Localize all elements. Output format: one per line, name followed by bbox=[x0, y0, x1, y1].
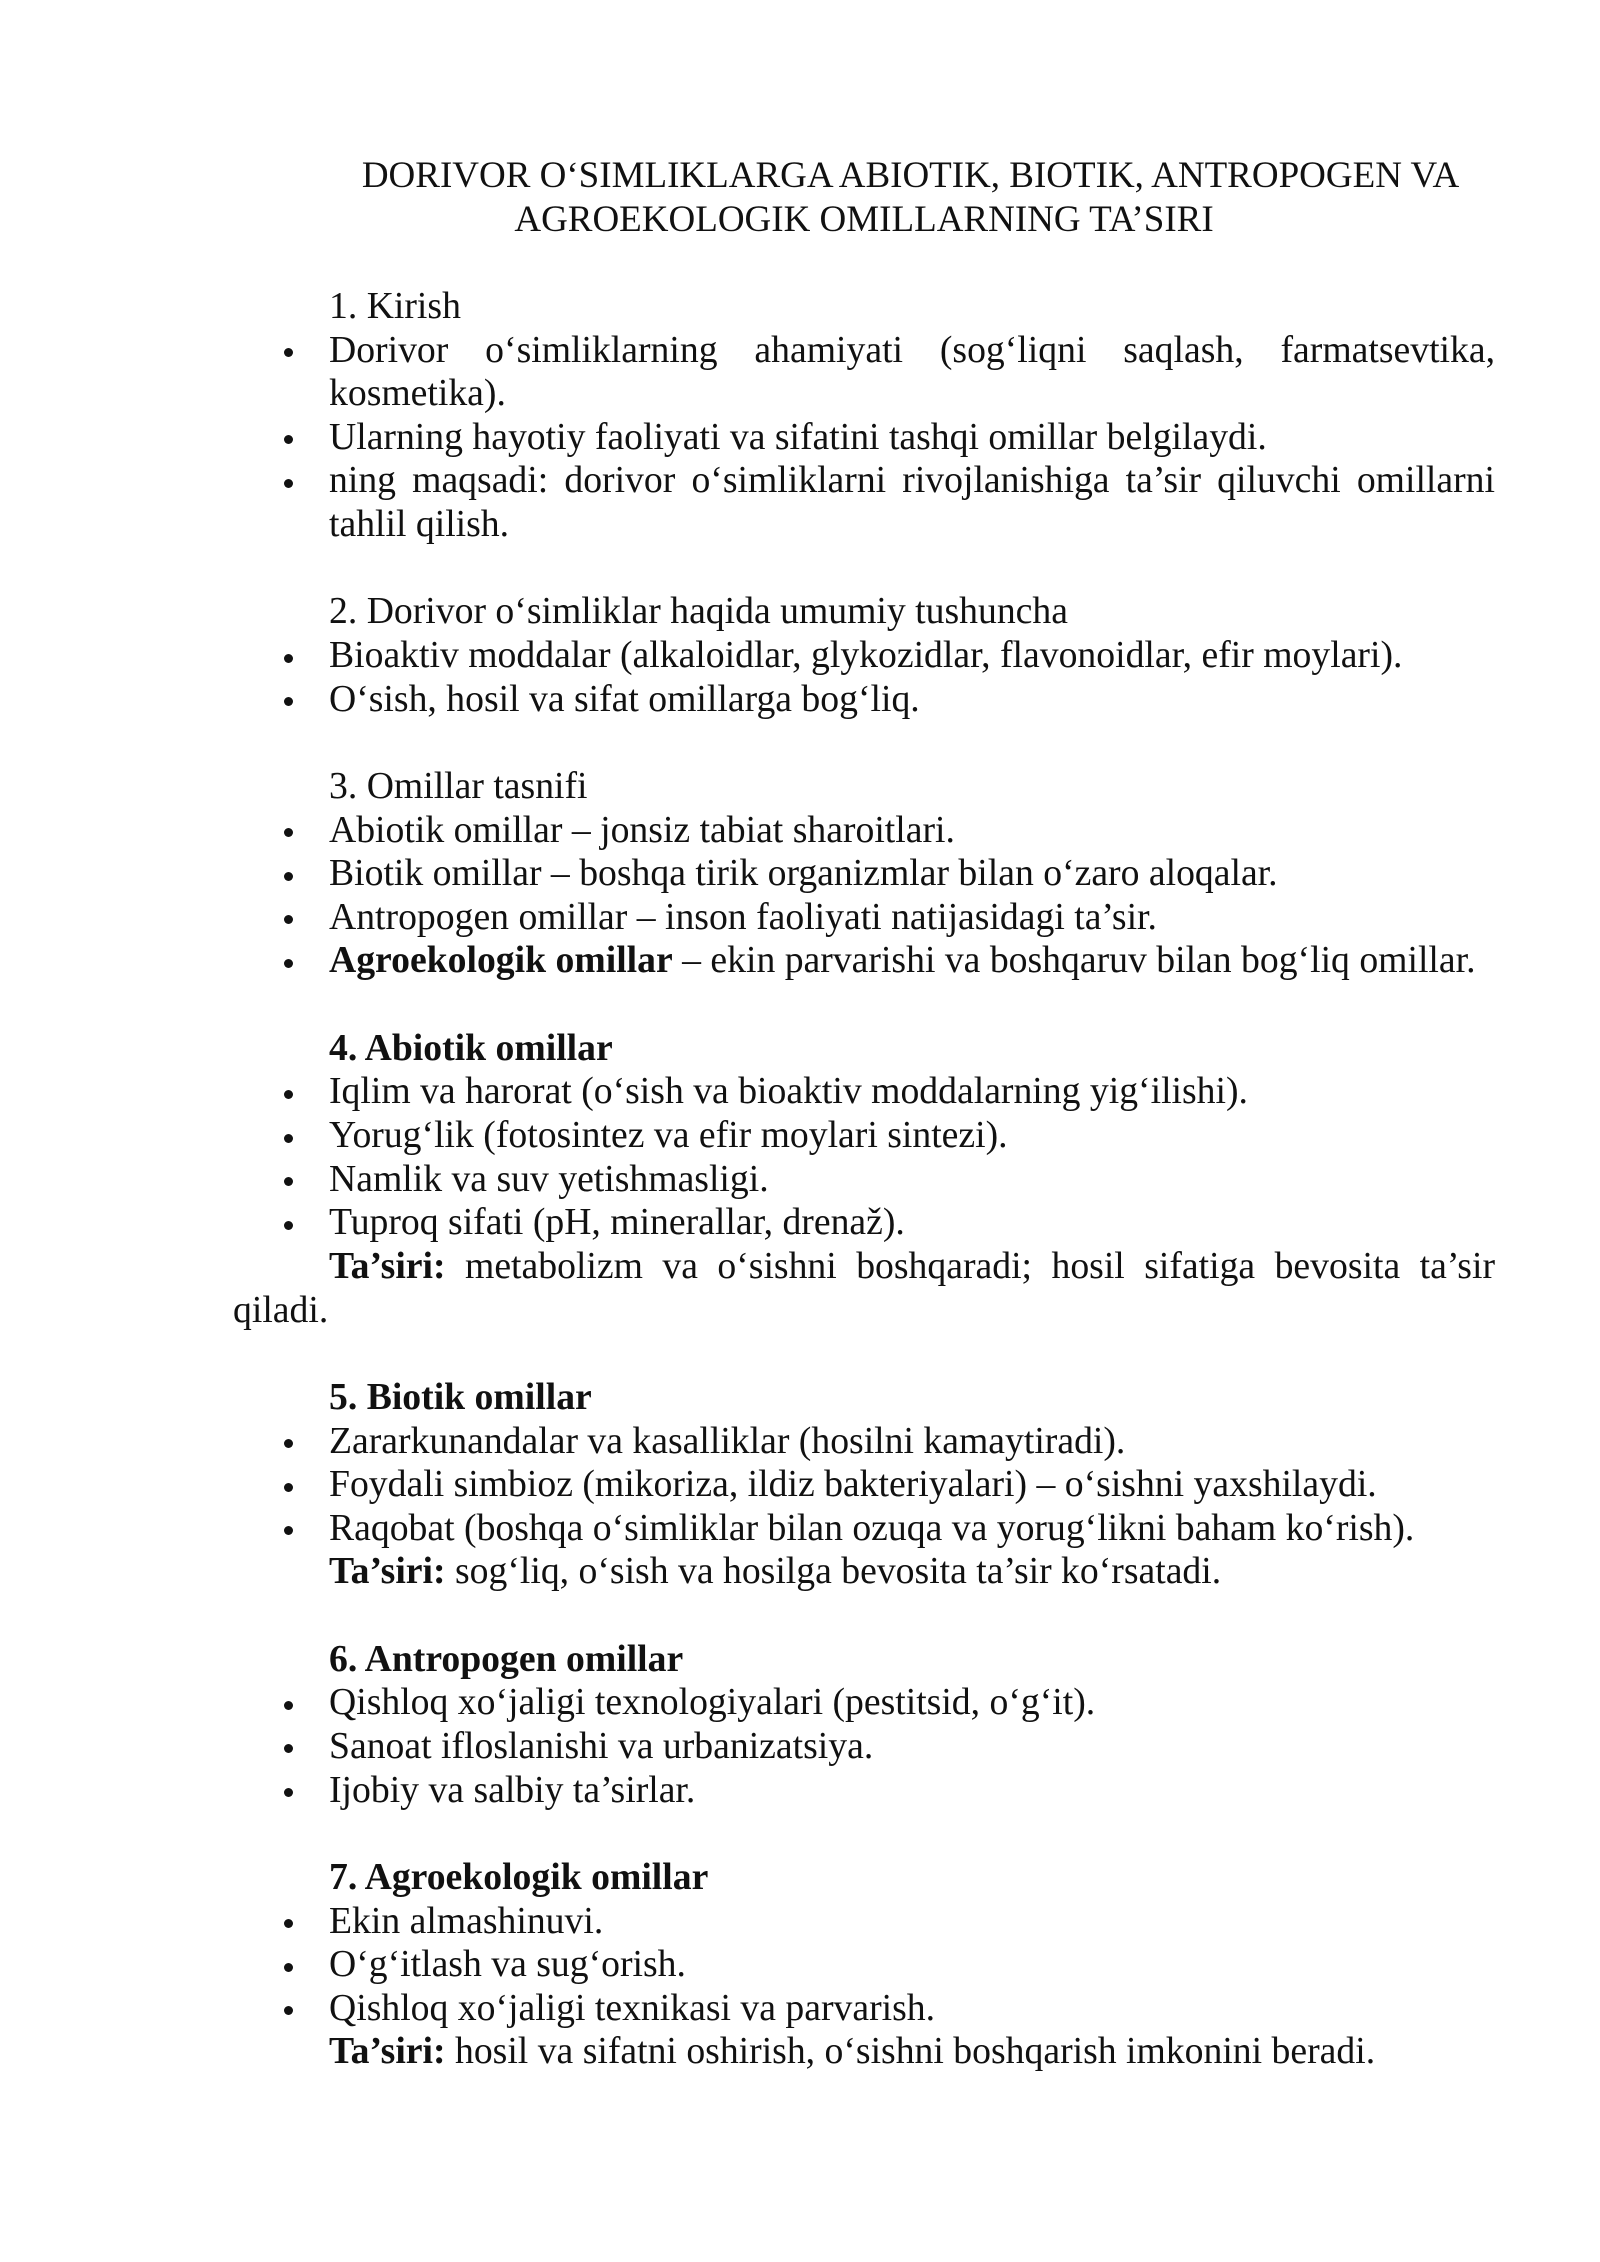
list-item bbox=[233, 939, 1495, 983]
list-item-text: ning maqsadi: dorivor o‘simliklarni rivojlanishiga ta’sir qiluvchi omillarni tahlil qilish. bbox=[329, 459, 1495, 546]
list-item-text: Iqlim va harorat (o‘sish va bioaktiv moddalarning yig‘ilishi). bbox=[329, 1070, 1248, 1113]
list-item bbox=[233, 1987, 1495, 2031]
bullet-icon bbox=[284, 1177, 293, 1186]
list-item bbox=[233, 809, 1495, 853]
list-item-text: Sanoat ifloslanishi va urbanizatsiya. bbox=[329, 1724, 874, 1767]
list-item-text: Namlik va suv yetishmasligi. bbox=[329, 1157, 769, 1200]
list-item-text: Ijobiy va salbiy ta’sirlar. bbox=[329, 1768, 696, 1811]
list-item-text: Tuproq sifati (pH, minerallar, drenaž). bbox=[329, 1201, 905, 1244]
bullet-icon bbox=[284, 1744, 293, 1753]
section-introduction bbox=[233, 285, 1495, 547]
list-item bbox=[233, 1158, 1495, 1202]
list-item-text: Zararkunandalar va kasalliklar (hosilni kamaytiradi). bbox=[329, 1419, 1126, 1462]
section-classification bbox=[233, 765, 1495, 983]
section-heading: 7. Agroekologik omillar bbox=[329, 1855, 709, 1898]
section-biotic-factors bbox=[233, 1376, 1495, 1594]
effect-text: hosil va sifatni oshirish, o‘sishni boshqarish imkonini beradi. bbox=[454, 2030, 1376, 2073]
document-title-line-2: AGROEKOLOGIK OMILLARNING TA’SIRI bbox=[514, 198, 1214, 240]
section-agroecological-factors bbox=[233, 1856, 1495, 2074]
bullet-icon bbox=[284, 1090, 293, 1099]
list-item-text: – ekin parvarishi va boshqaruv bilan bog‘liq omillar. bbox=[682, 939, 1476, 982]
list-item bbox=[233, 634, 1495, 678]
list-item-text: Dorivor o‘simliklarning ahamiyati (sog‘liqni saqlash, farmatsevtika, kosmetika). bbox=[329, 328, 1495, 415]
section-heading: 4. Abiotik omillar bbox=[329, 1026, 613, 1069]
section-abiotic-factors bbox=[233, 1027, 1495, 1332]
list-item-text: Biotik omillar – boshqa tirik organizmlar bilan o‘zaro aloqalar. bbox=[329, 852, 1278, 895]
list-item-text: Qishloq xo‘jaligi texnikasi va parvarish. bbox=[329, 1986, 936, 2029]
effect-text: metabolizm va o‘sishni boshqaradi; hosil sifatiga bevosita ta’sir qiladi. bbox=[233, 1244, 1495, 1331]
section-heading: 5. Biotik omillar bbox=[329, 1375, 592, 1418]
bullet-icon bbox=[284, 1483, 293, 1492]
list-item-text: Foydali simbioz (mikoriza, ildiz bakteriyalari) – o‘sishni yaxshilaydi. bbox=[329, 1463, 1377, 1506]
list-item bbox=[233, 1681, 1495, 1725]
list-item bbox=[233, 1114, 1495, 1158]
list-item bbox=[233, 459, 1495, 546]
list-item bbox=[233, 1900, 1495, 1944]
section-heading: 6. Antropogen omillar bbox=[329, 1637, 684, 1680]
list-item-text: Bioaktiv moddalar (alkaloidlar, glykozidlar, flavonoidlar, efir moylari). bbox=[329, 634, 1403, 677]
effect-label: Ta’siri: bbox=[329, 1550, 446, 1593]
bullet-icon bbox=[284, 828, 293, 837]
title-block bbox=[233, 154, 1495, 241]
list-item bbox=[233, 678, 1495, 722]
bullet-icon bbox=[284, 1526, 293, 1535]
list-item bbox=[233, 1943, 1495, 1987]
section-general-concept bbox=[233, 590, 1495, 721]
bullet-icon bbox=[284, 872, 293, 881]
list-item-bold-term: Agroekologik omillar bbox=[329, 939, 673, 982]
effect-paragraph bbox=[233, 2030, 1495, 2074]
list-item bbox=[233, 852, 1495, 896]
section-heading: 2. Dorivor o‘simliklar haqida umumiy tushuncha bbox=[329, 590, 1068, 633]
bullet-icon bbox=[284, 654, 293, 663]
bullet-icon bbox=[284, 2006, 293, 2015]
bullet-icon bbox=[284, 1439, 293, 1448]
effect-paragraph bbox=[233, 1550, 1495, 1594]
list-item bbox=[233, 1463, 1495, 1507]
bullet-icon bbox=[284, 697, 293, 706]
list-item-text: Yorug‘lik (fotosintez va efir moylari sintezi). bbox=[329, 1114, 1008, 1157]
section-anthropogenic-factors bbox=[233, 1638, 1495, 1813]
bullet-icon bbox=[284, 1134, 293, 1143]
effect-paragraph bbox=[233, 1245, 1495, 1332]
list-item-text: Qishloq xo‘jaligi texnologiyalari (pestitsid, o‘g‘it). bbox=[329, 1681, 1096, 1724]
list-item bbox=[233, 1201, 1495, 1245]
bullet-icon bbox=[284, 1788, 293, 1797]
list-item bbox=[233, 416, 1495, 460]
section-heading: 1. Kirish bbox=[329, 284, 461, 327]
bullet-icon bbox=[284, 1701, 293, 1710]
list-item-text: Ularning hayotiy faoliyati va sifatini tashqi omillar belgilaydi. bbox=[329, 415, 1267, 458]
bullet-icon bbox=[284, 1919, 293, 1928]
list-item bbox=[233, 1507, 1495, 1551]
bullet-icon bbox=[284, 959, 293, 968]
bullet-icon bbox=[284, 435, 293, 444]
document-title-line-1: DORIVOR O‘SIMLIKLARGA ABIOTIK, BIOTIK, ANTROPOGEN VA bbox=[361, 155, 1460, 196]
list-item bbox=[233, 1420, 1495, 1464]
list-item bbox=[233, 1070, 1495, 1114]
list-item-text: O‘sish, hosil va sifat omillarga bog‘liq. bbox=[329, 677, 920, 720]
list-item-text: Ekin almashinuvi. bbox=[329, 1899, 604, 1942]
list-item bbox=[233, 1725, 1495, 1769]
bullet-icon bbox=[284, 915, 293, 924]
list-item-text: O‘g‘itlash va sug‘orish. bbox=[329, 1943, 686, 1986]
bullet-icon bbox=[284, 479, 293, 488]
list-item-text: Raqobat (boshqa o‘simliklar bilan ozuqa va yorug‘likni baham ko‘rish). bbox=[329, 1506, 1415, 1549]
bullet-icon bbox=[284, 1221, 293, 1230]
section-heading: 3. Omillar tasnifi bbox=[329, 764, 588, 807]
list-item bbox=[233, 329, 1495, 416]
list-item bbox=[233, 1769, 1495, 1813]
document-body bbox=[233, 154, 1495, 2074]
bullet-icon bbox=[284, 1963, 293, 1972]
effect-label: Ta’siri: bbox=[329, 1244, 446, 1287]
list-item bbox=[233, 896, 1495, 940]
effect-text: sog‘liq, o‘sish va hosilga bevosita ta’sir ko‘rsatadi. bbox=[454, 1550, 1222, 1593]
list-item-text: Antropogen omillar – inson faoliyati natijasidagi ta’sir. bbox=[329, 895, 1157, 938]
bullet-icon bbox=[284, 348, 293, 357]
list-item-text: Abiotik omillar – jonsiz tabiat sharoitlari. bbox=[329, 808, 955, 851]
effect-label: Ta’siri: bbox=[329, 2030, 446, 2073]
